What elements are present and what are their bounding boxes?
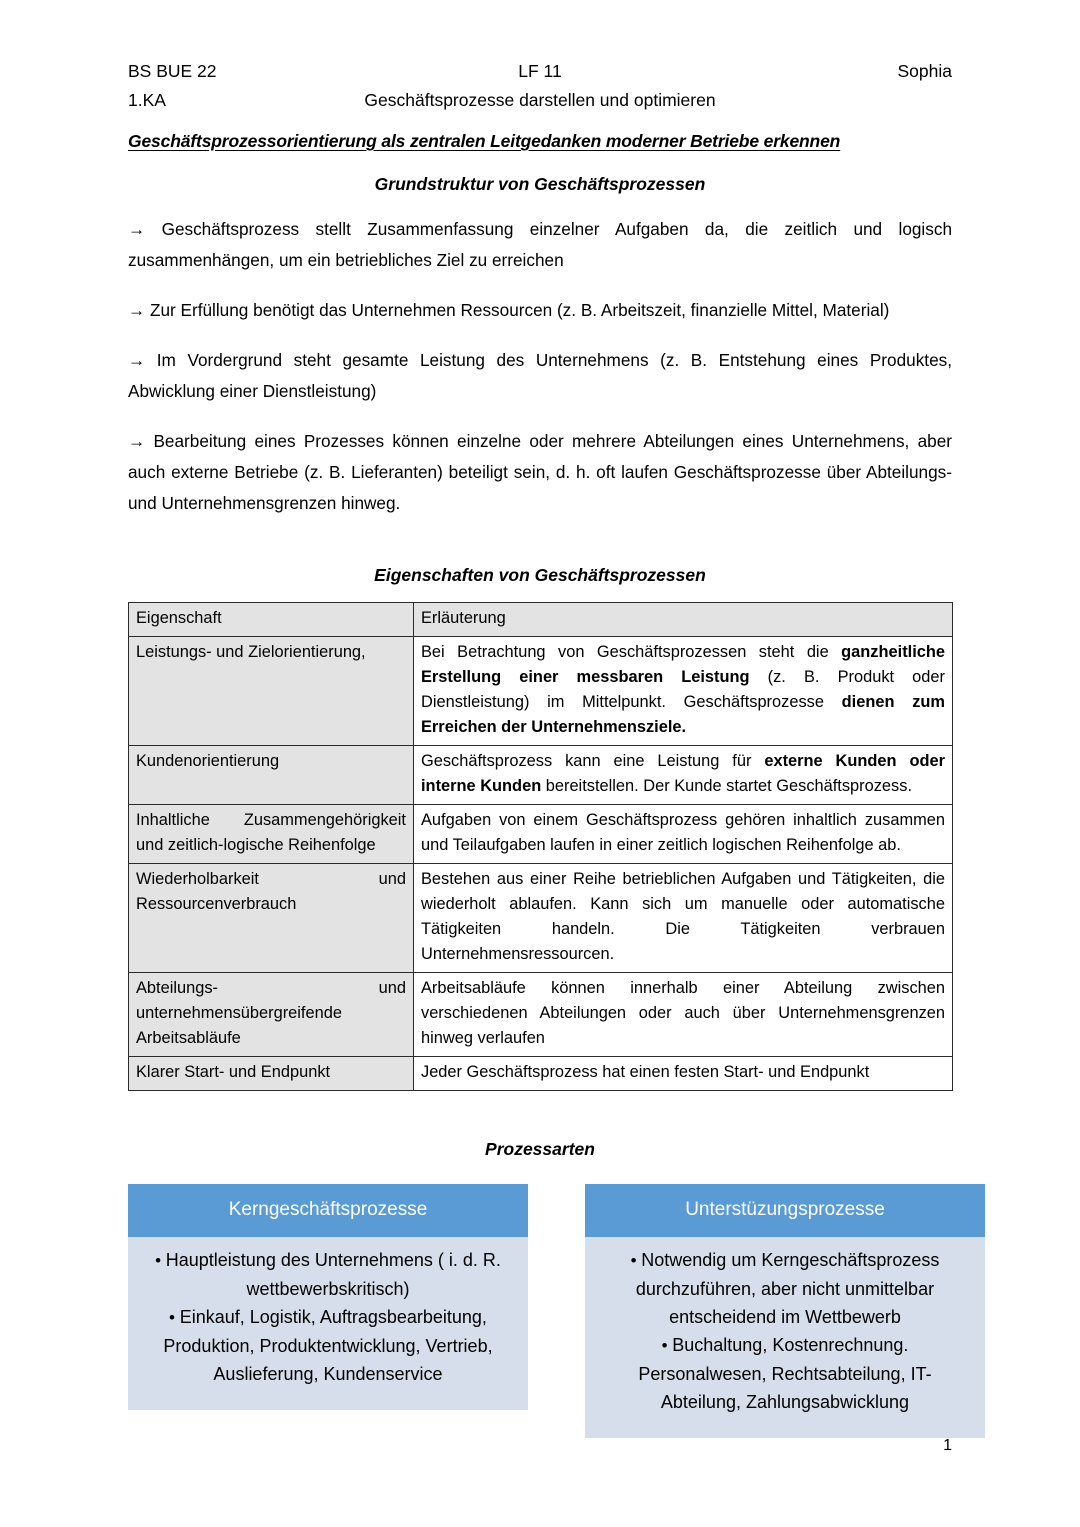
header-row-1 [128, 57, 952, 86]
table-row [129, 973, 953, 1057]
table-cell-eigenschaft: Inhaltliche Zusammengehörigkeit und zeitlich-logische Reihenfolge [129, 805, 414, 864]
bullet-icon: • [169, 1308, 180, 1327]
header-topic-title: Geschäftsprozesse darstellen und optimieren [364, 90, 716, 110]
unterstuezungsprozesse-body [585, 1237, 985, 1438]
section-heading-prozessarten: Prozessarten [485, 1139, 595, 1159]
table-cell-eigenschaft: Leistungs- und Zielorientierung, [129, 637, 414, 746]
eigenschaften-table [128, 602, 953, 1091]
bullet-icon: • [630, 1251, 642, 1270]
table-row [129, 746, 953, 805]
kerngeschaeftsprozesse-heading: Kerngeschäftsprozesse [128, 1184, 528, 1237]
header-course-code: BS BUE 22 [128, 61, 217, 81]
page-title: Geschäftsprozessorientierung als zentralen Leitgedanken moderner Betriebe erkennen [128, 131, 841, 151]
document-page [128, 0, 952, 1527]
table-cell-erlaeuterung: Bestehen aus einer Reihe betrieblichen Aufgaben und Tätigkeiten, die wiederholt ablaufen. Kann sich um manuelle oder automatische Tätigkeiten handeln. Die Tätigkeiten verbrauen Unternehmensressourcen. [414, 864, 953, 973]
kerngeschaeftsprozesse-box [128, 1184, 528, 1438]
table-cell-erlaeuterung: Aufgaben von einem Geschäftsprozess gehören inhaltlich zusammen und Teilaufgaben laufen in einer zeitlich logischen Reihenfolge ab. [414, 805, 953, 864]
bullet-icon: • [155, 1251, 166, 1270]
table-row [129, 805, 953, 864]
table-col-header-erlaeuterung: Erläuterung [414, 603, 953, 637]
table-body [129, 637, 953, 1091]
table-cell-eigenschaft: Kundenorientierung [129, 746, 414, 805]
header-row-2 [128, 86, 952, 115]
prozessarten-boxes [128, 1184, 985, 1438]
section-heading-eigenschaften: Eigenschaften von Geschäftsprozessen [374, 565, 706, 585]
table-cell-erlaeuterung: Arbeitsabläufe können innerhalb einer Abteilung zwischen verschiedenen Abteilungen oder auch über Unternehmensgrenzen hinweg verlaufen [414, 973, 953, 1057]
table-row [129, 1057, 953, 1091]
table-cell-erlaeuterung: Bei Betrachtung von Geschäftsprozessen steht die ganzheitliche Erstellung einer messbaren Leistung (z. B. Produkt oder Dienstleistung) im Mittelpunkt. Geschäftsprozesse dienen zum Erreichen der Unternehmensziele. [414, 637, 953, 746]
section-heading-grundstruktur: Grundstruktur von Geschäftsprozessen [374, 174, 706, 194]
bullet-icon: • [661, 1336, 673, 1355]
table-cell-erlaeuterung: Jeder Geschäftsprozess hat einen festen Start- und Endpunkt [414, 1057, 953, 1091]
table-col-header-eigenschaft: Eigenschaft [129, 603, 414, 637]
table-cell-erlaeuterung: Geschäftsprozess kann eine Leistung für externe Kunden oder interne Kunden bereitstellen. Der Kunde startet Geschäftsprozess. [414, 746, 953, 805]
unterstuezungsprozesse-heading: Unterstüzungsprozesse [585, 1184, 985, 1237]
bullet-paragraph-2: → Zur Erfüllung benötigt das Unternehmen Ressourcen (z. B. Arbeitszeit, finanzielle Mittel, Material) [128, 300, 890, 320]
list-item: • Einkauf, Logistik, Auftragsbearbeitung, Produktion, Produktentwicklung, Vertrieb, Auslieferung, Kundenservice [163, 1307, 493, 1384]
list-item: • Hauptleistung des Unternehmens ( i. d. R. wettbewerbskritisch) [155, 1250, 501, 1299]
table-header-row [129, 603, 953, 637]
bullet-paragraph-3: → Im Vordergrund steht gesamte Leistung des Unternehmens (z. B. Entstehung eines Produktes, Abwicklung einer Dienstleistung) [128, 350, 952, 401]
list-item: • Buchaltung, Kostenrechnung. Personalwesen, Rechtsabteilung, IT-Abteilung, Zahlungsabwicklung [638, 1335, 932, 1412]
table-row [129, 864, 953, 973]
header-exam-label: 1.KA [128, 90, 166, 110]
list-item: • Notwendig um Kerngeschäftsprozess durchzuführen, aber nicht unmittelbar entscheidend im Wettbewerb [630, 1250, 940, 1327]
document-header [128, 0, 952, 115]
header-lf-number: LF 11 [518, 61, 562, 81]
page-number: 1 [943, 1437, 952, 1454]
table-cell-eigenschaft: Wiederholbarkeit und Ressourcenverbrauch [129, 864, 414, 973]
bullet-paragraph-4: → Bearbeitung eines Prozesses können einzelne oder mehrere Abteilungen eines Unternehmens, aber auch externe Betriebe (z. B. Lieferanten) beteiligt sein, d. h. oft laufen Geschäftsprozesse über Abteilungs- und Unternehmensgrenzen hinweg. [128, 431, 952, 513]
header-author-name: Sophia [897, 61, 952, 81]
table-cell-eigenschaft: Abteilungs- und unternehmensübergreifende Arbeitsabläufe [129, 973, 414, 1057]
table-cell-eigenschaft: Klarer Start- und Endpunkt [129, 1057, 414, 1091]
table-row [129, 637, 953, 746]
unterstuezungsprozesse-box [585, 1184, 985, 1438]
bullet-paragraph-1: → Geschäftsprozess stellt Zusammenfassung einzelner Aufgaben da, die zeitlich und logisch zusammenhängen, um ein betriebliches Ziel zu erreichen [128, 219, 952, 270]
kerngeschaeftsprozesse-body [128, 1237, 528, 1410]
